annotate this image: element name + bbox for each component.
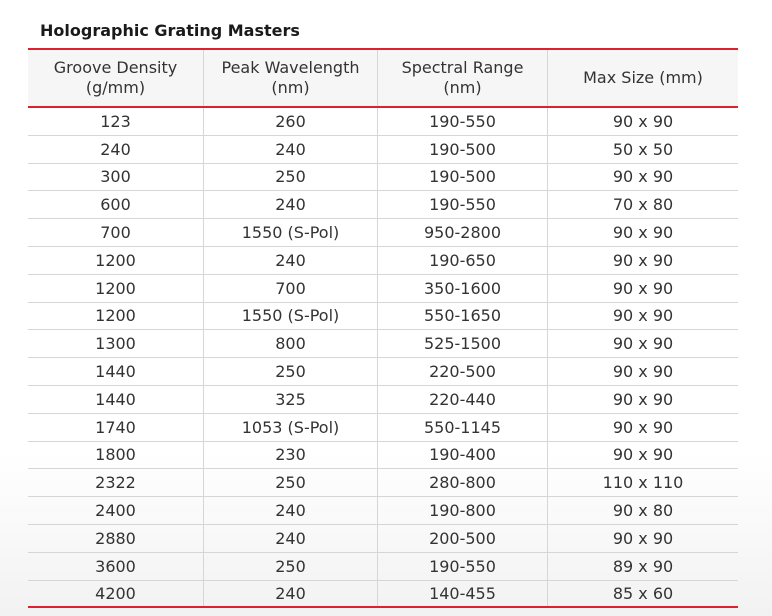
header-label-max-size: Max Size (mm) xyxy=(583,68,703,87)
cell-spectral-range: 350-1600 xyxy=(378,275,548,302)
cell-peak-wavelength: 240 xyxy=(204,191,378,218)
table-row xyxy=(28,553,738,581)
table-row xyxy=(28,164,738,192)
cell-max-size: 89 x 90 xyxy=(612,556,674,576)
table-row xyxy=(28,191,738,219)
cell-max-size: 50 x 50 xyxy=(612,139,674,159)
table-row xyxy=(28,497,738,525)
cell-peak-wavelength: 240 xyxy=(204,581,378,607)
cell-spectral-range: 950-2800 xyxy=(378,219,548,246)
table-row xyxy=(28,247,738,275)
cell-peak-wavelength: 240 xyxy=(204,525,378,552)
cell-groove-density: 2880 xyxy=(28,525,204,552)
table-row xyxy=(28,442,738,470)
cell-max-size: 70 x 80 xyxy=(612,195,674,215)
cell-groove-density: 300 xyxy=(28,164,204,191)
cell-peak-wavelength: 1550 (S-Pol) xyxy=(204,303,378,330)
cell-groove-density: 1200 xyxy=(28,303,204,330)
cell-spectral-range: 190-650 xyxy=(378,247,548,274)
cell-spectral-range: 140-455 xyxy=(378,581,548,607)
cell-max-size: 90 x 90 xyxy=(612,306,674,326)
cell-peak-wavelength: 250 xyxy=(204,358,378,385)
table-row xyxy=(28,136,738,164)
cell-spectral-range: 190-550 xyxy=(378,191,548,218)
cell-peak-wavelength: 250 xyxy=(204,553,378,580)
cell-groove-density: 1740 xyxy=(28,414,204,441)
cell-max-size: 90 x 90 xyxy=(612,167,674,187)
cell-groove-density: 1800 xyxy=(28,442,204,469)
cell-max-size: 90 x 90 xyxy=(612,223,674,243)
table-header-row xyxy=(28,50,738,108)
header-label-peak-wavelength: Peak Wavelength (nm) xyxy=(221,58,360,97)
cell-groove-density: 123 xyxy=(28,108,204,135)
table-row xyxy=(28,219,738,247)
cell-max-size: 90 x 90 xyxy=(612,528,674,548)
table-row xyxy=(28,386,738,414)
cell-spectral-range: 190-500 xyxy=(378,136,548,163)
cell-spectral-range: 190-800 xyxy=(378,497,548,524)
cell-spectral-range: 190-400 xyxy=(378,442,548,469)
cell-groove-density: 1300 xyxy=(28,330,204,357)
cell-peak-wavelength: 240 xyxy=(204,497,378,524)
header-cell-peak-wavelength xyxy=(204,50,378,106)
cell-peak-wavelength: 260 xyxy=(204,108,378,135)
table-row xyxy=(28,275,738,303)
cell-peak-wavelength: 230 xyxy=(204,442,378,469)
cell-peak-wavelength: 240 xyxy=(204,247,378,274)
cell-peak-wavelength: 325 xyxy=(204,386,378,413)
table-body xyxy=(28,108,738,608)
table-row xyxy=(28,525,738,553)
cell-spectral-range: 190-550 xyxy=(378,108,548,135)
cell-spectral-range: 550-1145 xyxy=(378,414,548,441)
cell-max-size: 110 x 110 xyxy=(602,473,684,493)
cell-peak-wavelength: 250 xyxy=(204,469,378,496)
cell-max-size: 90 x 90 xyxy=(612,111,674,131)
table-row xyxy=(28,303,738,331)
cell-groove-density: 4200 xyxy=(28,581,204,607)
cell-groove-density: 600 xyxy=(28,191,204,218)
table-title: Holographic Grating Masters xyxy=(40,21,300,40)
cell-groove-density: 1200 xyxy=(28,275,204,302)
cell-groove-density: 1200 xyxy=(28,247,204,274)
cell-peak-wavelength: 1053 (S-Pol) xyxy=(204,414,378,441)
table-row xyxy=(28,414,738,442)
table-row xyxy=(28,469,738,497)
cell-peak-wavelength: 1550 (S-Pol) xyxy=(204,219,378,246)
cell-max-size: 90 x 90 xyxy=(612,445,674,465)
header-cell-max-size xyxy=(548,50,738,106)
header-label-spectral-range: Spectral Range (nm) xyxy=(401,58,524,97)
cell-max-size: 90 x 80 xyxy=(612,501,674,521)
cell-groove-density: 1440 xyxy=(28,358,204,385)
cell-spectral-range: 550-1650 xyxy=(378,303,548,330)
header-cell-groove-density xyxy=(28,50,204,106)
cell-spectral-range: 280-800 xyxy=(378,469,548,496)
cell-max-size: 90 x 90 xyxy=(612,334,674,354)
cell-spectral-range: 220-440 xyxy=(378,386,548,413)
cell-peak-wavelength: 240 xyxy=(204,136,378,163)
cell-groove-density: 2322 xyxy=(28,469,204,496)
cell-peak-wavelength: 250 xyxy=(204,164,378,191)
cell-groove-density: 240 xyxy=(28,136,204,163)
cell-max-size: 90 x 90 xyxy=(612,417,674,437)
cell-spectral-range: 190-500 xyxy=(378,164,548,191)
cell-max-size: 90 x 90 xyxy=(612,362,674,382)
gratings-table xyxy=(28,48,738,608)
cell-groove-density: 2400 xyxy=(28,497,204,524)
table-row xyxy=(28,330,738,358)
cell-max-size: 90 x 90 xyxy=(612,278,674,298)
header-cell-spectral-range xyxy=(378,50,548,106)
table-row xyxy=(28,358,738,386)
cell-spectral-range: 220-500 xyxy=(378,358,548,385)
cell-peak-wavelength: 800 xyxy=(204,330,378,357)
cell-groove-density: 1440 xyxy=(28,386,204,413)
cell-spectral-range: 200-500 xyxy=(378,525,548,552)
cell-groove-density: 3600 xyxy=(28,553,204,580)
cell-max-size: 85 x 60 xyxy=(612,583,674,603)
header-label-groove-density: Groove Density (g/mm) xyxy=(53,58,178,97)
table-row xyxy=(28,108,738,136)
cell-groove-density: 700 xyxy=(28,219,204,246)
cell-max-size: 90 x 90 xyxy=(612,389,674,409)
cell-peak-wavelength: 700 xyxy=(204,275,378,302)
cell-spectral-range: 525-1500 xyxy=(378,330,548,357)
cell-spectral-range: 190-550 xyxy=(378,553,548,580)
table-row xyxy=(28,581,738,609)
cell-max-size: 90 x 90 xyxy=(612,250,674,270)
